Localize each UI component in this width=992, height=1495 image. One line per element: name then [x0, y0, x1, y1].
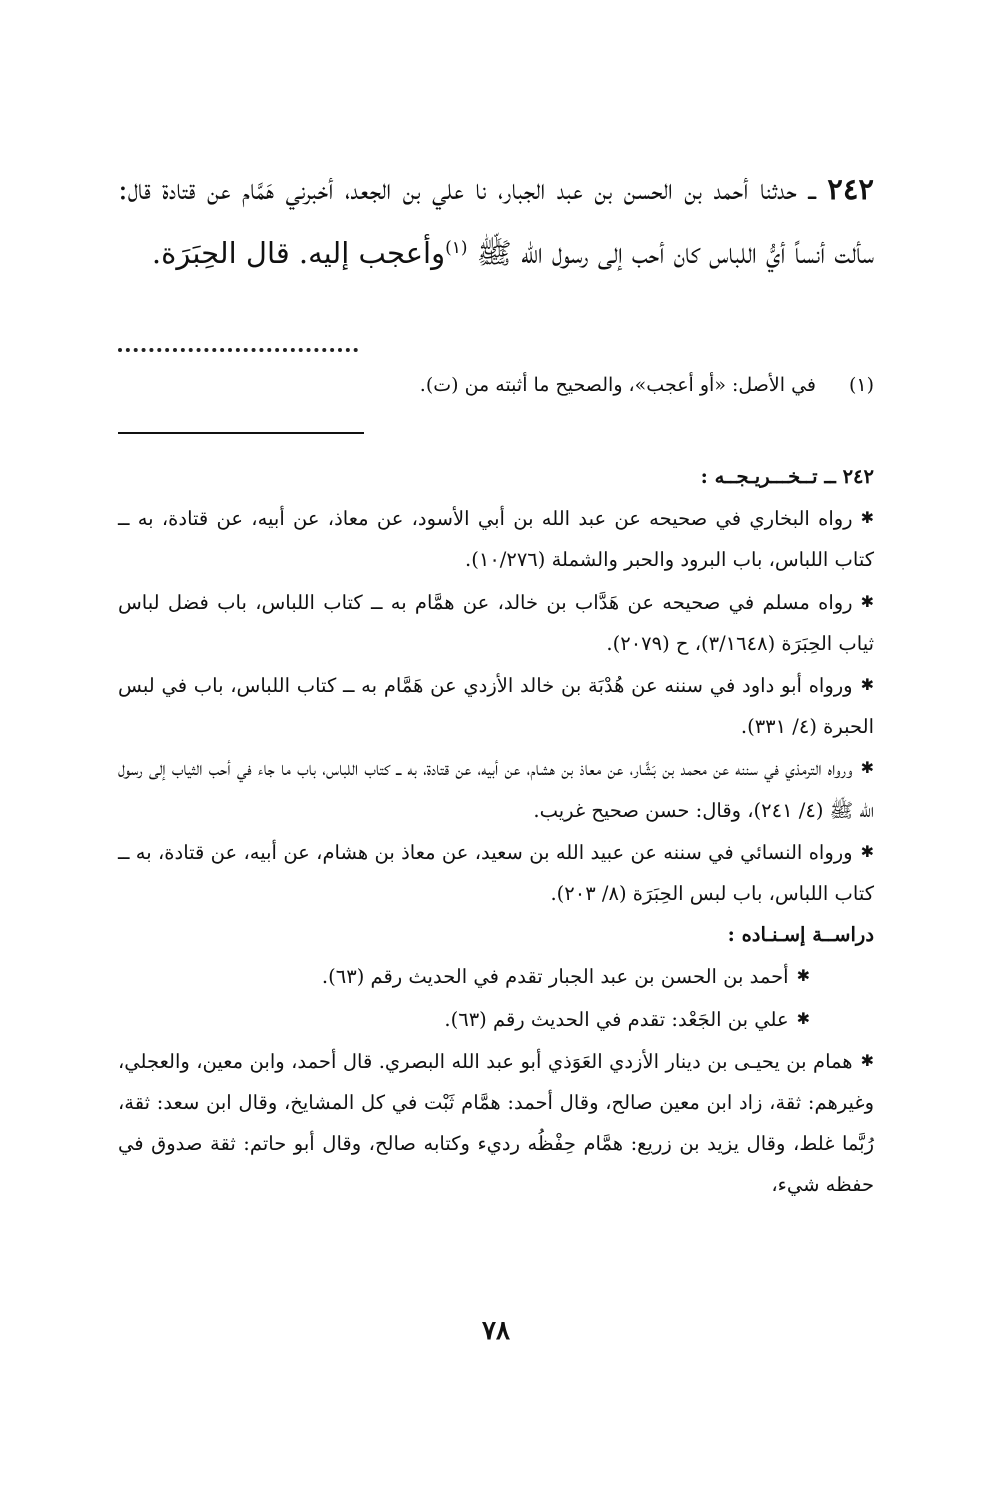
star-bullet-icon: ✱ [796, 966, 810, 986]
list-item: ✱ورواه النسائي في سننه عن عبيد الله بن سعيد، عن معاذ بن هشام، عن أبيه، عن قتادة، به ــ كتاب اللباس، باب لبس الحِبَرَة (٨/ ٢٠٣). [118, 831, 874, 914]
section-divider [118, 432, 364, 434]
dirasa-heading: دراســة إسـنـاده : [727, 923, 874, 947]
footnote-number: (١) [848, 374, 874, 396]
list-item: ✱أحمد بن الحسن بن عبد الجبار تقدم في الحديث رقم (٦٣). [118, 955, 874, 997]
takhrij-heading: ٢٤٢ ــ تــخـــريـجــه : [700, 465, 874, 488]
star-bullet-icon: ✱ [860, 508, 874, 528]
list-item: ✱همام بن يحيـى بن دينار الأزدي العَوَذي أبو عبد الله البصري. قال أحمد، وابن معين، والعجلي، وغيرهم: ثقة، زاد ابن معين صالح، وقال أحمد: همَّام ثَبْت في كل المشايخ، وقال ابن سعد: ثقة، رُبَّما غلط، وقال يزيد بن زريع: همَّام حِفْظُه رديء وكتابه صالح، وقال أبو حاتم: ثقة صدوق في حفظه شيء، [118, 1040, 874, 1206]
footnote [118, 366, 874, 404]
commentary-section [118, 456, 874, 1206]
hadith-number: ٢٤٢ [827, 172, 874, 206]
page-number: ٧٨ [482, 1316, 510, 1346]
page-content [118, 160, 874, 1340]
star-bullet-icon: ✱ [796, 1008, 810, 1028]
star-bullet-icon: ✱ [860, 1050, 874, 1070]
star-bullet-icon: ✱ [860, 591, 874, 611]
list-item: ✱ورواه أبو داود في سننه عن هُدْبَة بن خالد الأزدي عن هَمَّام به ــ كتاب اللباس، باب في لبس الحبرة (٤/ ٣٣١). [118, 664, 874, 747]
star-bullet-icon: ✱ [860, 675, 874, 695]
hadith-text-block [118, 160, 874, 283]
hadith-text-end: وأعجب إليه. قال الحِبَرَة. [151, 236, 446, 270]
list-item: ✱ورواه الترمذي في سننه عن محمد بن بَشَّار، عن معاذ بن هشام، عن أبيه، عن قتادة، به ــ كتاب اللباس، باب ما جاء في أحب الثياب إلى رسول الله ﷺ (٤/ ٢٤١)، وقال: حسن صحيح غريب. [118, 747, 874, 830]
star-bullet-icon: ✱ [860, 758, 874, 778]
list-item: ✱علي بن الجَعْد: تقدم في الحديث رقم (٦٣). [118, 998, 874, 1040]
list-item: ✱رواه مسلم في صحيحه عن هَدَّاب بن خالد، عن همَّام به ــ كتاب اللباس، باب فضل لباس ثياب الحِبَرَة (٣/١٦٤٨)، ح (٢٠٧٩). [118, 581, 874, 664]
list-item: ✱رواه البخاري في صحيحه عن عبد الله بن أبي الأسود، عن معاذ، عن أبيه، عن قتادة، به ــ كتاب اللباس، باب البرود والحبر والشملة (١٠/٢٧٦). [118, 497, 874, 580]
hadith-paragraph [118, 160, 874, 283]
star-bullet-icon: ✱ [860, 841, 874, 861]
footnote-text: في الأصل: «أو أعجب»، والصحيح ما أثبته من (ت). [419, 374, 816, 396]
hadith-text: ــ حدثنا أحمد بن الحسن بن عبد الجبار، نا علي بن الجعد، أخبرني هَمَّام عن قتادة قال: سألت أنساً أيُّ اللباس كان أحب إلى رسول الله ﷺ [118, 172, 874, 270]
footnote-separator-dots [118, 338, 358, 352]
footnote-marker: (١) [445, 238, 468, 258]
